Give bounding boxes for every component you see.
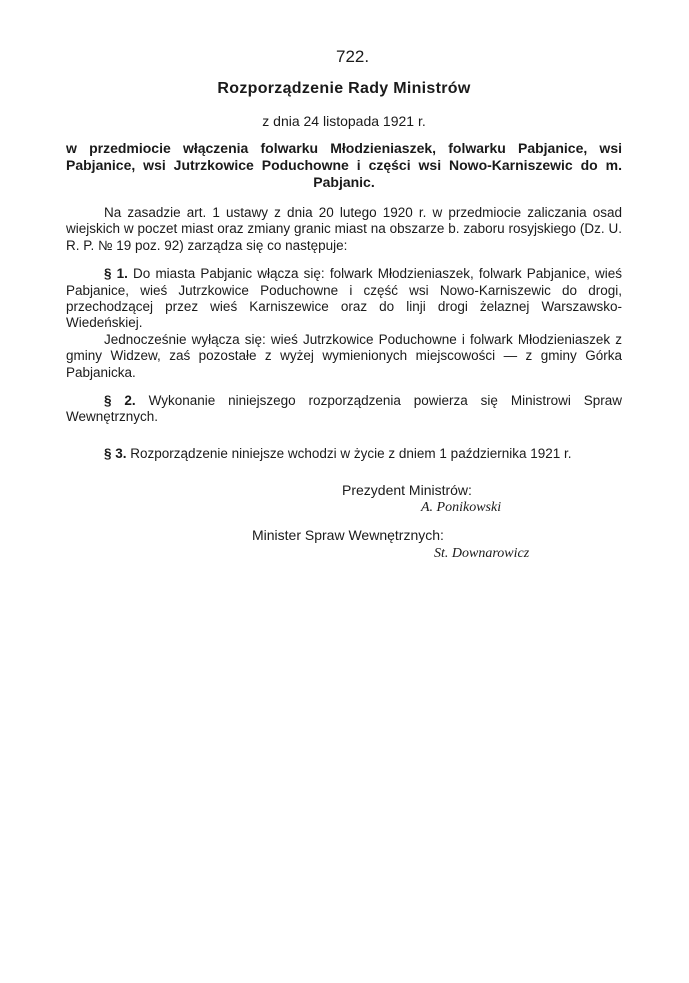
section-1-continuation-paragraph [66, 332, 622, 381]
section-3-paragraph [66, 446, 622, 462]
section-1-text: Do miasta Pabjanic włącza się: folwark Młodzieniaszek, folwark Pabjanice, wieś Pabjanice, wieś Jutrzkowice Poduchowne i część wsi Nowo-Karniszewic do drogi, przechodzącej przez wieś Karniszewice oraz do linji drogi żelaznej Warszawsko-Wiedeńskiej. [66, 266, 622, 331]
section-1-paragraph [66, 266, 622, 332]
signature-name-interior-minister: St. Downarowicz [434, 546, 530, 561]
section-2-paragraph [66, 393, 622, 426]
section-3-text: Rozporządzenie niniejsze wchodzi w życie z dniem 1 października 1921 r. [126, 445, 572, 461]
preamble-paragraph: Na zasadzie art. 1 ustawy z dnia 20 lutego 1920 r. w przedmiocie zaliczania osad wiejskich w poczet miast oraz zmiany granic miast na obszarze b. zaboru rosyjskiego (Dz. U. R. P. № 19 poz. 92) zarządza się co następuje: [66, 205, 622, 253]
document-date: z dnia 24 listopada 1921 r. [262, 113, 426, 129]
document-title: Rozporządzenie Rady Ministrów [217, 80, 471, 97]
page-number: 722. [336, 47, 370, 66]
section-2-label: § 2. [104, 393, 136, 409]
document-body [66, 205, 622, 462]
section-1-label: § 1. [104, 266, 128, 282]
section-2-text: Wykonanie niniejszego rozporządzenia powierza się Ministrowi Spraw Wewnętrznych. [66, 393, 622, 425]
signature-name-prime-minister: A. Ponikowski [421, 500, 502, 515]
section-3-label: § 3. [104, 445, 127, 461]
section-1-continuation-text: Jednocześnie wyłącza się: wieś Jutrzkowice Poduchowne i folwark Młodzieniaszek z gminy Widzew, zaś pozostałe z wyżej wymienionych miejscowości — z gminy Górka Pabjanicka. [66, 331, 622, 380]
document-subject: w przedmiocie włączenia folwarku Młodzieniaszek, folwarku Pabjanice, wsi Pabjanice, wsi Jutrzkowice Poduchowne i części wsi Nowo-Karniszewic do m. Pabjanic. [66, 140, 622, 190]
signature-role-interior-minister: Minister Spraw Wewnętrznych: [252, 527, 444, 543]
signature-role-prime-minister: Prezydent Ministrów: [342, 482, 472, 498]
